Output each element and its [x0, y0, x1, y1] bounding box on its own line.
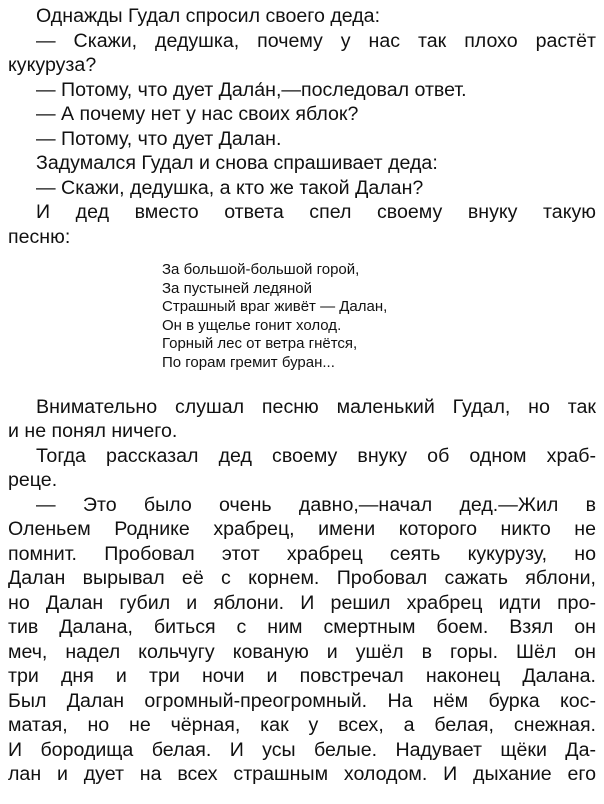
- poem-line: За большой-большой горой,: [162, 261, 360, 278]
- text-line: — Скажи, дедушка, а кто же такой Далан?: [36, 176, 424, 199]
- story-continuation: [8, 395, 596, 787]
- text-line: — А почему нет у нас своих яблок?: [36, 103, 359, 125]
- text-line: И дед вместо ответа спел своему внуку такую: [36, 201, 596, 223]
- text-line: Далан вырывал её с корнем. Пробовал сажать яблони,: [8, 567, 596, 590]
- text-line: Однажды Гудал спросил своего деда:: [36, 5, 381, 27]
- poem-line: Горный лес от ветра гнётся,: [162, 335, 358, 353]
- poem-line: Страшный враг живёт — Далан,: [162, 298, 388, 316]
- text-line: и не понял ничего.: [8, 420, 178, 443]
- text-line: Задумался Гудал и снова спрашивает деда:: [36, 152, 438, 174]
- story-opening: [8, 4, 596, 249]
- text-line: — Скажи, дедушка, почему у нас так плохо растёт: [36, 29, 596, 52]
- text-line: но Далан губил и яблони. И решил храбрец идти про-: [8, 591, 596, 614]
- poem-line: Он в ущелье гонит холод.: [162, 316, 342, 334]
- text-line: Тогда рассказал дед своему внуку об одном храб-: [36, 444, 596, 467]
- poem-line: За пустыней ледяной: [162, 279, 312, 297]
- text-line: матая, но не чёрная, как у всех, а белая, снежная.: [8, 714, 596, 737]
- text-line: меч, надел кольчугу кованую и ушёл в горы. Шёл он: [8, 640, 596, 663]
- text-line: реце.: [8, 469, 58, 492]
- text-line: — Потому, что дует Далан.: [36, 127, 282, 150]
- text-line: песню:: [8, 225, 71, 248]
- text-line: — Это было очень давно,—начал дед.—Жил в: [36, 493, 596, 516]
- poem-line: По горам гремит буран...: [162, 353, 335, 371]
- text-line: И бородища белая. И усы белые. Надувает щёки Да-: [8, 738, 596, 761]
- text-line: помнит. Пробовал этот храбрец сеять кукурузу, но: [8, 542, 596, 565]
- text-line: кукуруза?: [8, 54, 97, 76]
- song-poem: [162, 261, 596, 373]
- text-line: — Потому, что дует Дала́н,—последовал ответ.: [36, 78, 467, 101]
- text-line: Оленьем Роднике храбрец, имени которого никто не: [8, 518, 596, 541]
- text-line: Был Далан огромный-преогромный. На нём бурка кос-: [8, 689, 596, 712]
- text-line: три дня и три ночи и повстречал наконец Далана.: [8, 665, 596, 688]
- text-line: Внимательно слушал песню маленький Гудал, но так: [36, 395, 596, 418]
- text-line: тив Далана, биться с ним смертным боем. Взял он: [8, 616, 596, 639]
- text-line: лан и дует на всех страшным холодом. И дыхание его: [8, 763, 596, 786]
